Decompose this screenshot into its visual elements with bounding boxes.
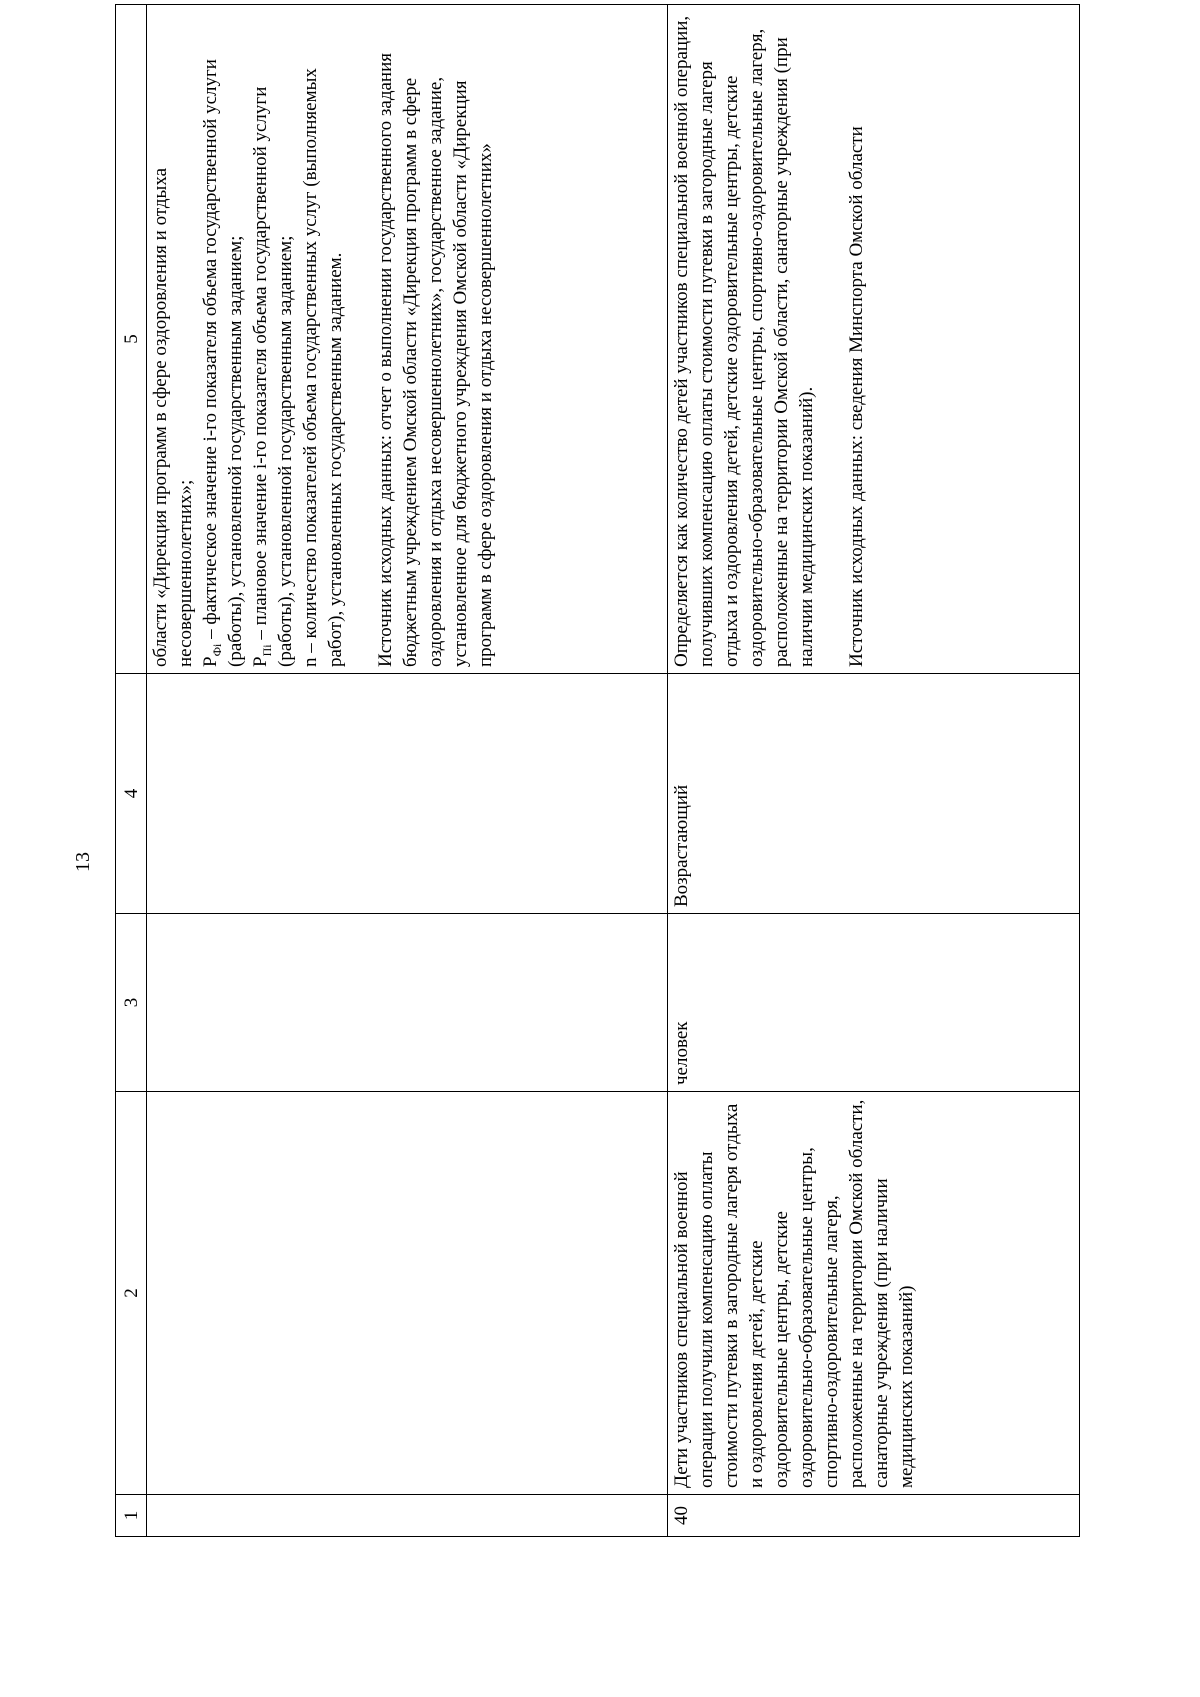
header-cell-2: 2	[116, 1092, 147, 1495]
header-cell-1: 1	[116, 1495, 147, 1537]
indicator-table	[115, 4, 1080, 1537]
row2-method	[668, 5, 1080, 674]
pp-text: – плановое значение i-го показателя объема государственной услуги (работы), установленной государственным заданием;	[250, 86, 296, 667]
row1-col3	[147, 914, 668, 1092]
row1-n-definition: n – количество показателей объема государственных услуг (выполняемых работ), установленных государственным заданием.	[300, 68, 346, 667]
row1-col5	[147, 5, 668, 674]
row2-definition: Определяется как количество детей участников специальной военной операции, получивших компенсацию оплаты стоимости путевки в загородные лагеря отдыха и оздоровления детей, детские оздоровительные центры, детские оздоровительно-образовательные центры, спортивно-оздоровительные лагеря, расположенные на территории Омской области, санаторные учреждения (при наличии медицинских показаний).	[671, 15, 817, 667]
pf-symbol: Р	[200, 656, 221, 667]
header-cell-3: 3	[116, 914, 147, 1092]
pp-subscript: Пi	[259, 644, 274, 657]
row2-number: 40	[668, 1495, 1080, 1537]
table-row	[147, 5, 668, 1537]
row1-pp-definition	[248, 11, 298, 667]
row1-pf-definition	[198, 11, 248, 667]
row1-col4	[147, 674, 668, 914]
row2-unit: человек	[668, 914, 1080, 1092]
row2-indicator-name: Дети участников специальной военной операции получили компенсацию оплаты стоимости путевки в загородные лагеря отдыха и оздоровления детей, детские оздоровительные центры, детские оздоровительно-образовательные центры, спортивно-оздоровительные лагеря, расположенные на территории Омской области, санаторные учреждения (при наличии медицинских показаний)	[668, 1092, 1080, 1495]
row1-continuation-text: области «Дирекция программ в сфере оздоровления и отдыха несовершеннолетних»;	[150, 167, 196, 667]
page-number: 13	[72, 852, 94, 872]
pp-symbol: Р	[250, 656, 271, 667]
table-row	[668, 5, 1080, 1537]
row1-source: Источник исходных данных: отчет о выполнении государственного задания бюджетным учреждением Омской области «Дирекция программ в сфере оздоровления и отдыха несовершеннолетних», государственное задание, установленное для бюджетного учреждения Омской области «Дирекция программ в сфере оздоровления и отдыха несовершеннолетних»	[375, 52, 496, 667]
row1-col1	[147, 1495, 668, 1537]
header-cell-4: 4	[116, 674, 147, 914]
row2-source: Источник исходных данных: сведения Минспорта Омской области	[846, 126, 867, 667]
pf-text: – фактическое значение i-го показателя объема государственной услуги (работы), установленной государственным заданием;	[200, 59, 246, 667]
pf-subscript: Фi	[209, 643, 224, 657]
header-cell-5: 5	[116, 5, 147, 674]
table-header-row	[116, 5, 147, 1537]
row2-dynamics: Возрастающий	[668, 674, 1080, 914]
row1-col2	[147, 1092, 668, 1495]
